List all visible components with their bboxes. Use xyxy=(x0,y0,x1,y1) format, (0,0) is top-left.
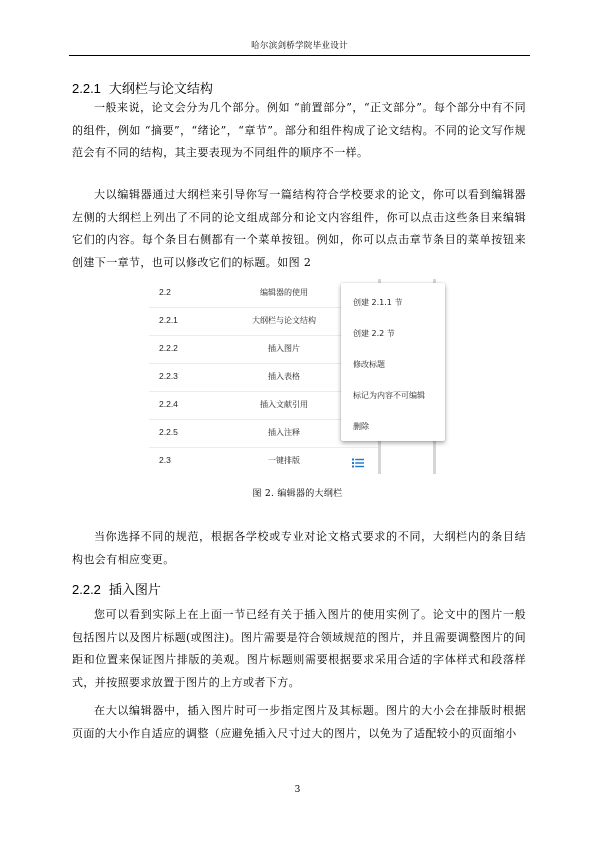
outline-item-number: 2.2 xyxy=(159,287,171,297)
outline-item-title: 插入表格 xyxy=(268,372,300,381)
section-heading-2-2-1 xyxy=(72,78,213,97)
outline-sidebar-figure xyxy=(149,279,443,474)
paragraph: 当你选择不同的规范，根据各学校或专业对论文格式要求的不同，大纲栏内的条目结构也会有相应变更。 xyxy=(72,530,526,566)
section-number: 2.2.1 xyxy=(72,81,101,96)
paragraph: 在大以编辑器中，插入图片时可一步指定图片及其标题。图片的大小会在排版时根据页面的大小作自适应的调整（应避免插入尺寸过大的图片，以免为了适配较小的页面缩小 xyxy=(72,704,526,740)
section-heading-2-2-2 xyxy=(72,579,161,598)
menu-item-lock-content[interactable]: 标记为内容不可编辑 xyxy=(353,391,425,400)
outline-item-number: 2.2.2 xyxy=(159,343,178,353)
header-rule xyxy=(69,55,530,56)
outline-item-title: 一键排版 xyxy=(268,456,300,465)
outline-item[interactable] xyxy=(149,447,379,475)
outline-item-number: 2.2.3 xyxy=(159,371,178,381)
section-title: 大纲栏与论文结构 xyxy=(108,82,213,97)
outline-item-number: 2.3 xyxy=(159,455,171,465)
figure-caption: 图 2. 编辑器的大纲栏 xyxy=(252,489,343,499)
paragraph: 一般来说，论文会分为几个部分。例如 “前置部分”，“正文部分”。每个部分中有不同的组件，例如 “摘要”，“绪论”，“章节”。部分和组件构成了论文结构。不同的论文写作规范会有不同的结构，其主要表现为不同组件的顺序不一样。 xyxy=(72,101,526,159)
section-number: 2.2.2 xyxy=(72,582,101,597)
page-number: 3 xyxy=(294,785,301,795)
running-header: 哈尔滨剑桥学院毕业设计 xyxy=(251,41,348,51)
outline-item-number: 2.2.1 xyxy=(159,315,178,325)
outline-item-title: 插入文献引用 xyxy=(260,400,308,409)
paragraph: 大以编辑器通过大纲栏来引导你写一篇结构符合学校要求的论文，你可以看到编辑器左侧的大纲栏上列出了不同的论文组成部分和论文内容组件，你可以点击这些条目来编辑它们的内容。每个条目右侧都有一个菜单按钮。例如，你可以点击章节条目的菜单按钮来创建下一章节，也可以修改它们的标题。如图 2 xyxy=(72,188,526,269)
context-menu xyxy=(341,283,445,441)
outline-item-title: 插入注释 xyxy=(268,428,300,437)
outline-item-title: 大纲栏与论文结构 xyxy=(252,316,316,325)
section-title: 插入图片 xyxy=(108,583,161,598)
outline-item-title: 插入图片 xyxy=(268,344,300,353)
menu-item-create-section[interactable]: 创建 2.2 节 xyxy=(353,329,395,338)
menu-item-rename[interactable]: 修改标题 xyxy=(353,360,385,369)
list-menu-icon[interactable] xyxy=(352,458,364,468)
menu-item-create-subsection[interactable]: 创建 2.1.1 节 xyxy=(353,298,403,307)
outline-item-number: 2.2.4 xyxy=(159,399,178,409)
paragraph: 您可以看到实际上在上面一节已经有关于插入图片的使用实例了。论文中的图片一般包括图片以及图片标题(或图注)。图片需要是符合领域规范的图片，并且需要调整图片的间距和位置来保证图片排版的美观。图片标题则需要根据要求采用合适的字体样式和段落样式，并按照要求放置于图片的上方或者下方。 xyxy=(72,608,526,689)
outline-item-number: 2.2.5 xyxy=(159,427,178,437)
menu-item-delete[interactable]: 删除 xyxy=(353,422,369,431)
outline-item-title: 编辑器的使用 xyxy=(260,288,308,297)
